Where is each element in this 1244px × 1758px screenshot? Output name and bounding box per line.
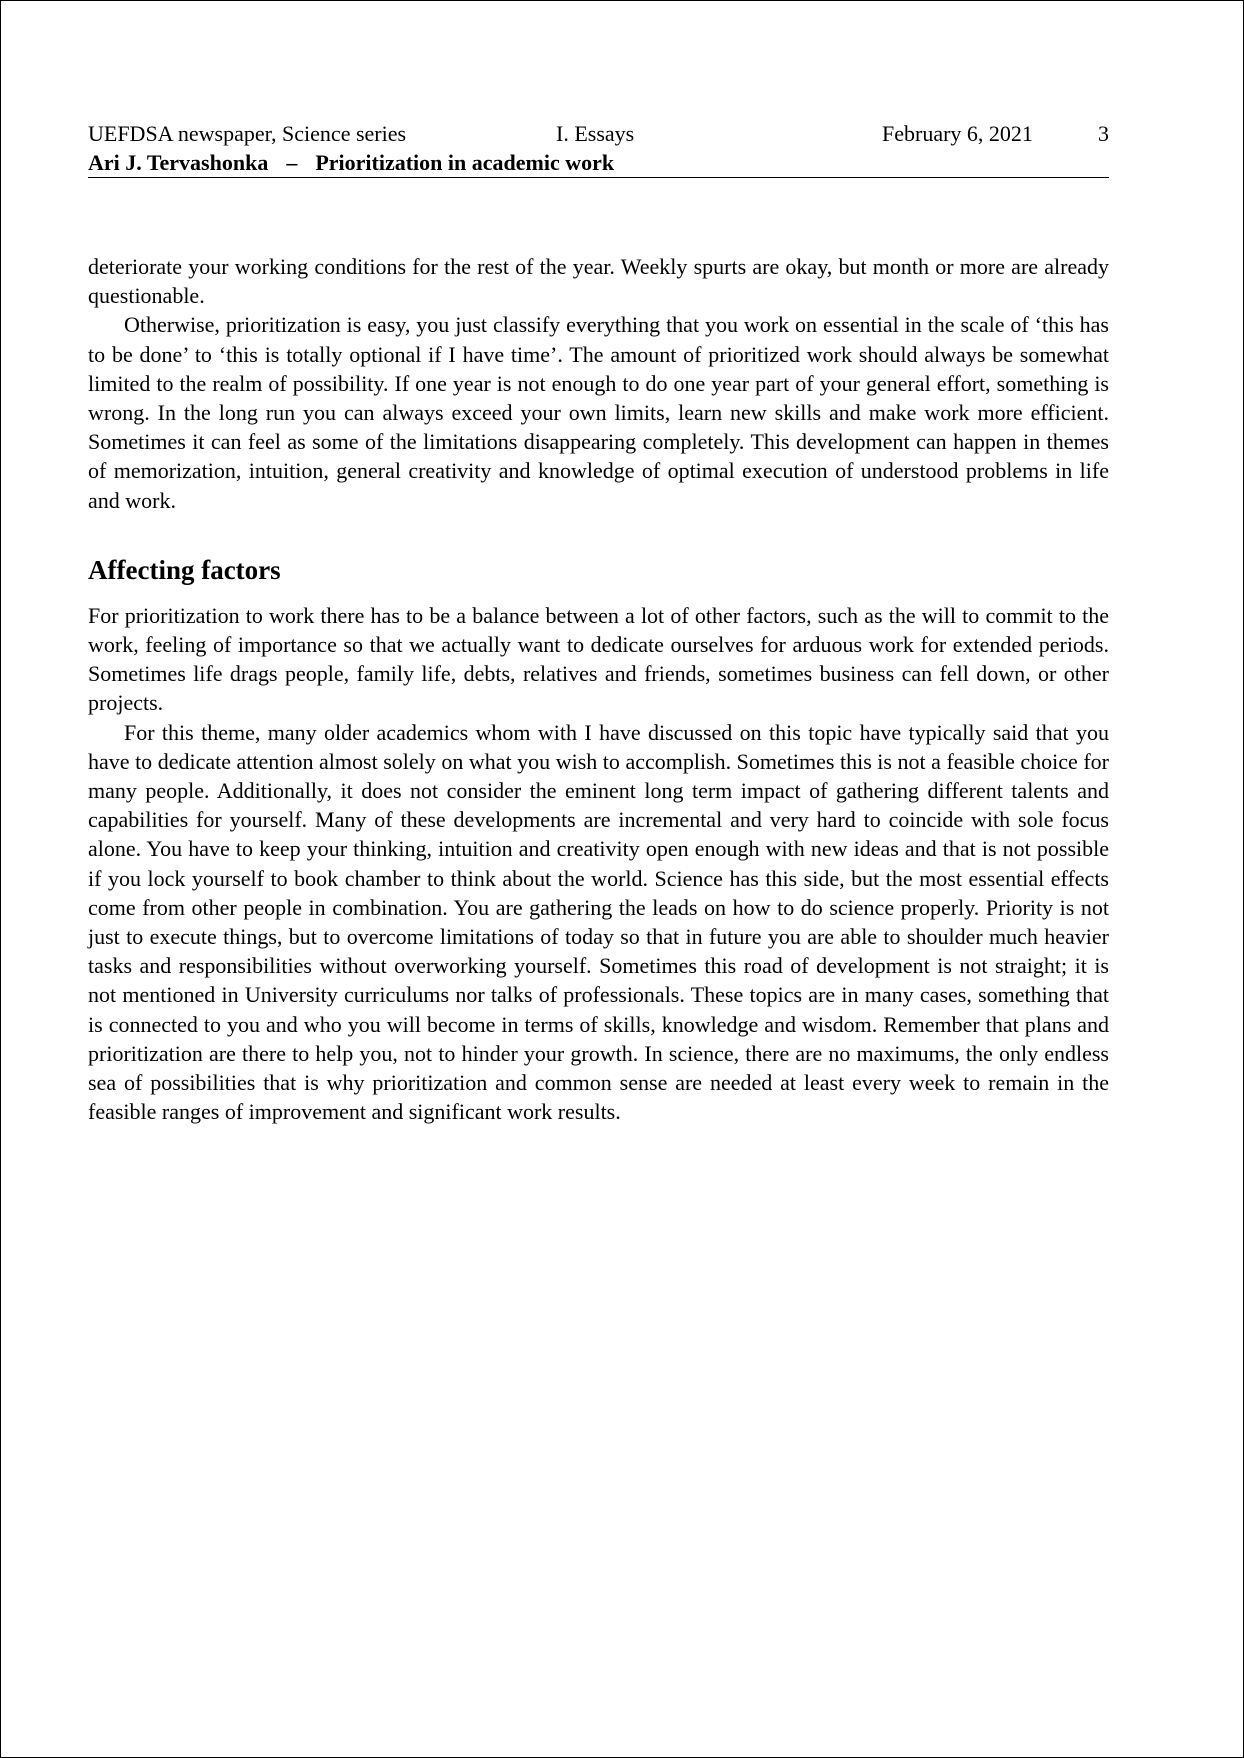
article-body	[88, 252, 1109, 1126]
author-name: Ari J. Tervashonka	[88, 150, 269, 175]
section-name: I. Essays	[556, 121, 635, 146]
article-title: Prioritization in academic work	[315, 150, 615, 175]
header-top-row	[88, 119, 1109, 148]
header-byline	[88, 148, 1109, 177]
issue-date: February 6, 2021	[882, 121, 1033, 146]
paragraph: Otherwise, prioritization is easy, you just classify everything that you work on essential in the scale of ‘this has to be done’ to ‘this is totally optional if I have time’. The amount of prioritized work should always be somewhat limited to the realm of possibility. If one year is not enough to do one year part of your general effort, something is wrong. In the long run you can always exceed your own limits, learn new skills and make work more efficient. Sometimes it can feel as some of the limitations disappearing completely. This development can happen in themes of memorization, intuition, general creativity and knowledge of optimal execution of understood problems in life and work.	[88, 312, 1109, 513]
publication-name: UEFDSA newspaper, Science series	[88, 121, 407, 146]
paragraph: For prioritization to work there has to be a balance between a lot of other factors, such as the will to commit to the work, feeling of importance so that we actually want to dedicate ourselves for arduous work for extended periods. Sometimes life drags people, family life, debts, relatives and friends, sometimes business can fell down, or other projects.	[88, 602, 1109, 716]
running-header	[88, 119, 1109, 178]
page-number: 3	[1098, 121, 1109, 146]
paragraph-continued: deteriorate your working conditions for the rest of the year. Weekly spurts are okay, but month or more are already questionable.	[88, 254, 1109, 309]
section-heading: Affecting factors	[88, 554, 281, 585]
header-rule	[88, 177, 1109, 178]
paragraph: For this theme, many older academics whom with I have discussed on this topic have typically said that you have to dedicate attention almost solely on what you wish to accomplish. Sometimes this is not a feasible choice for many people. Additionally, it does not consider the eminent long term impact of gathering different talents and capabilities for yourself. Many of these developments are incremental and very hard to coincide with sole focus alone. You have to keep your thinking, intuition and creativity open enough with new ideas and that is not possible if you lock yourself to book chamber to think about the world. Science has this side, but the most essential effects come from other people in combination. You are gathering the leads on how to do science properly. Priority is not just to execute things, but to overcome limitations of today so that in future you are able to shoulder much heavier tasks and responsibilities without overworking yourself. Sometimes this road of development is not straight; it is not mentioned in University curriculums nor talks of professionals. These topics are in many cases, something that is connected to you and who you will become in terms of skills, knowledge and wisdom. Remember that plans and prioritization are there to help you, not to hinder your growth. In science, there are no maximums, the only endless sea of possibilities that is why prioritization and common sense are needed at least every week to remain in the feasible ranges of improvement and significant work results.	[88, 719, 1109, 1125]
byline-separator: –	[286, 150, 298, 175]
